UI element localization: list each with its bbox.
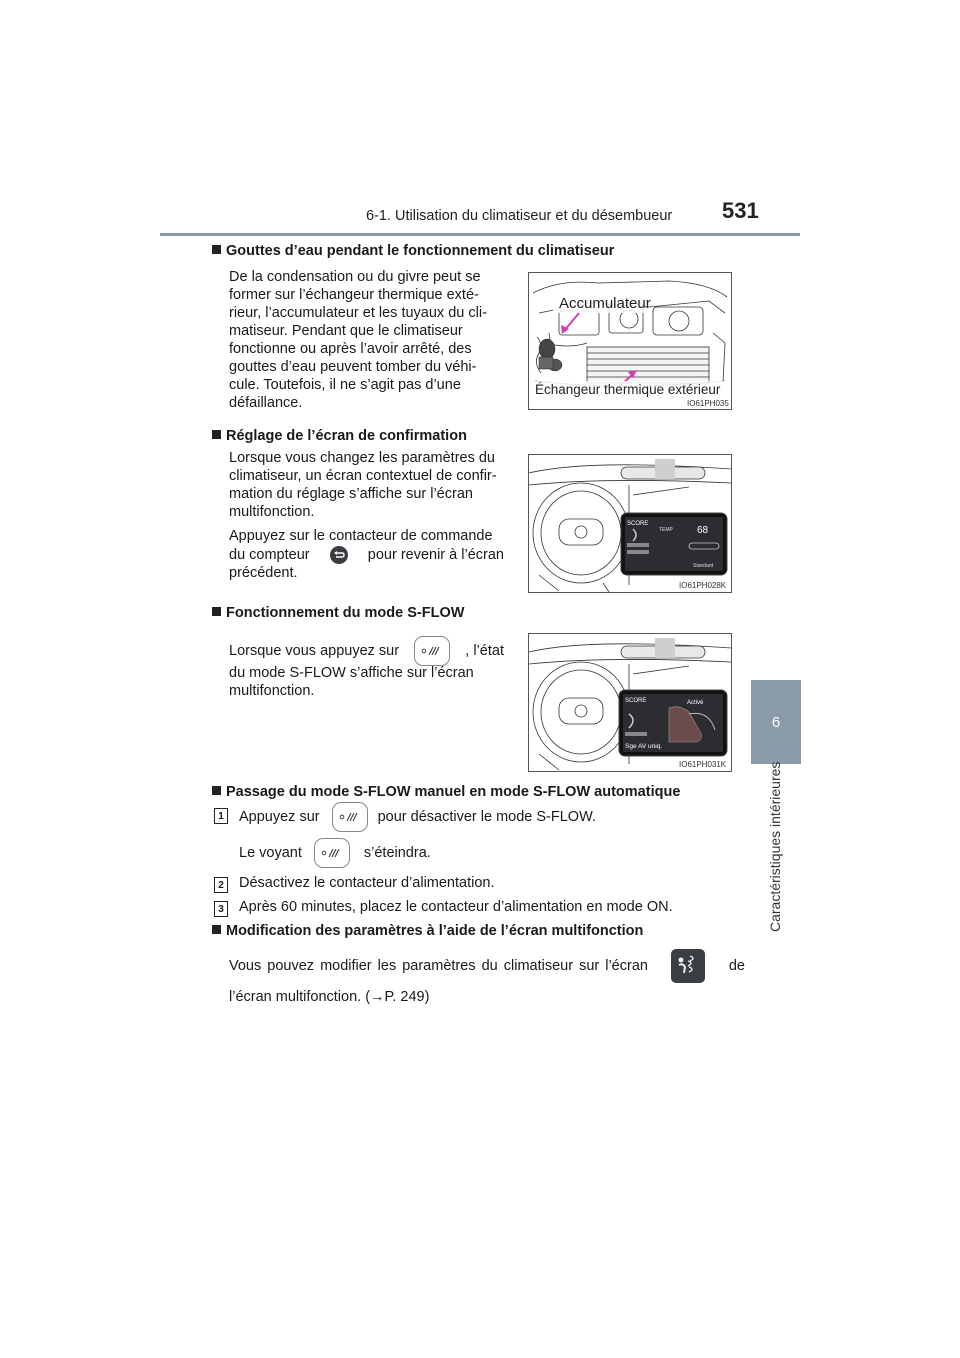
text-line: matiseur. Pendant que le climatiseur xyxy=(229,323,463,339)
step-number: 1 xyxy=(214,808,228,824)
climate-control-icon xyxy=(671,949,705,983)
chapter-tab[interactable] xyxy=(751,680,801,764)
text-line: Lorsque vous changez les paramètres du xyxy=(229,450,495,466)
text-fragment: Vous pouvez modifier les paramètres du climatiseur sur l’écran xyxy=(229,958,648,974)
multifunction-line-1 xyxy=(229,948,745,984)
text-fragment: s’éteindra. xyxy=(363,845,431,861)
text-line: De la condensation ou du givre peut se xyxy=(229,269,481,285)
text-fragment: , l’état xyxy=(465,643,504,659)
confirmation-text-2 xyxy=(229,527,504,582)
confirmation-text-1 xyxy=(229,449,504,521)
screen-score: SCORE xyxy=(627,521,649,527)
indicator-line xyxy=(239,838,431,868)
sflow-line-1 xyxy=(229,636,504,666)
text-line: cule. Toutefois, il ne s’agit pas d’une xyxy=(229,377,461,393)
text-fragment: Le voyant xyxy=(239,845,302,861)
water-drops-text xyxy=(229,268,504,412)
header-rule xyxy=(160,233,800,236)
figure-confirmation-screen xyxy=(528,454,732,593)
text-line: multifonction. xyxy=(229,504,315,520)
text-fragment: pour désactiver le mode S-FLOW. xyxy=(377,809,597,825)
heading-manual-to-auto: Passage du mode S-FLOW manuel en mode S-FLOW automatique xyxy=(212,784,680,800)
bullet-square-icon xyxy=(212,786,221,795)
bullet-square-icon xyxy=(212,430,221,439)
multifunction-line-2: l’écran multifonction. (→P. 249) xyxy=(229,989,430,1005)
sflow-text xyxy=(229,664,504,700)
figure-code: IO61PH031K xyxy=(679,760,727,769)
accumulator-label: Accumulateur xyxy=(559,295,651,312)
figure-code: IO61PH028K xyxy=(679,581,727,590)
exchanger-label: Échangeur thermique extérieur xyxy=(535,382,721,397)
figure-sflow xyxy=(528,633,732,772)
bullet-square-icon xyxy=(212,607,221,616)
text-fragment: Lorsque vous appuyez sur xyxy=(229,643,400,659)
heading-water-drops: Gouttes d’eau pendant le fonctionnement du climatiseur xyxy=(212,243,614,259)
text-line-with-icon xyxy=(229,545,504,564)
step-3-text: Après 60 minutes, placez le contacteur d’alimentation en mode ON. xyxy=(239,899,673,915)
text-fragment: du compteur xyxy=(229,546,310,563)
screen-score: SCORE xyxy=(625,698,647,704)
text-fragment: Appuyez sur xyxy=(239,809,320,825)
engine-bay-illustration xyxy=(529,273,731,409)
dashboard-sflow-illustration xyxy=(529,634,731,771)
screen-status: Activé xyxy=(687,700,704,706)
dashboard-illustration xyxy=(529,455,731,592)
text-fragment: de xyxy=(728,958,745,974)
screen-standard: Standard xyxy=(693,563,714,569)
page-number: 531 xyxy=(722,198,759,223)
screen-temp: TEMP xyxy=(659,527,673,533)
sflow-button-icon xyxy=(332,802,368,832)
text-line: fonctionne ou après l’avoir arrêté, des xyxy=(229,341,472,357)
heading-confirmation-screen: Réglage de l’écran de confirmation xyxy=(212,428,467,444)
chapter-title: 6-1. Utilisation du climatiseur et du désembueur xyxy=(366,208,673,224)
text-line: rieur, l’accumulateur et les tuyaux du cli- xyxy=(229,305,487,321)
text-line: multifonction. xyxy=(229,683,315,699)
text-line: du mode S-FLOW s’affiche sur l’écran xyxy=(229,665,474,681)
meter-return-switch-icon xyxy=(330,546,348,564)
bullet-square-icon xyxy=(212,925,221,934)
screen-caption: Sge AV uniq. xyxy=(625,743,663,750)
figure-code: IO61PH035 xyxy=(687,399,729,408)
text-line: Appuyez sur le contacteur de commande xyxy=(229,528,493,544)
sflow-indicator-icon xyxy=(314,838,350,868)
text-line: précédent. xyxy=(229,565,298,581)
text-fragment: pour revenir à l’écran xyxy=(367,546,504,563)
chapter-label: Caractéristiques intérieures xyxy=(767,761,783,932)
figure-engine-bay xyxy=(528,272,732,410)
chapter-number: 6 xyxy=(771,713,781,731)
sflow-button-icon xyxy=(414,636,450,666)
text-line: climatiseur, un écran contextuel de confir- xyxy=(229,468,497,484)
text-line: gouttes d’eau peuvent tomber du véhi- xyxy=(229,359,477,375)
step-number: 2 xyxy=(214,877,228,893)
text-line: former sur l’échangeur thermique exté- xyxy=(229,287,479,303)
heading-sflow: Fonctionnement du mode S-FLOW xyxy=(212,605,464,621)
step-2-text: Désactivez le contacteur d’alimentation. xyxy=(239,875,495,891)
bullet-square-icon xyxy=(212,245,221,254)
step-1-line xyxy=(239,802,596,832)
text-line: mation du réglage s’affiche sur l’écran xyxy=(229,486,473,502)
text-line: défaillance. xyxy=(229,395,303,411)
screen-value: 68 xyxy=(697,525,709,536)
step-number: 3 xyxy=(214,901,228,917)
heading-multifunction: Modification des paramètres à l’aide de l’écran multifonction xyxy=(212,923,643,939)
